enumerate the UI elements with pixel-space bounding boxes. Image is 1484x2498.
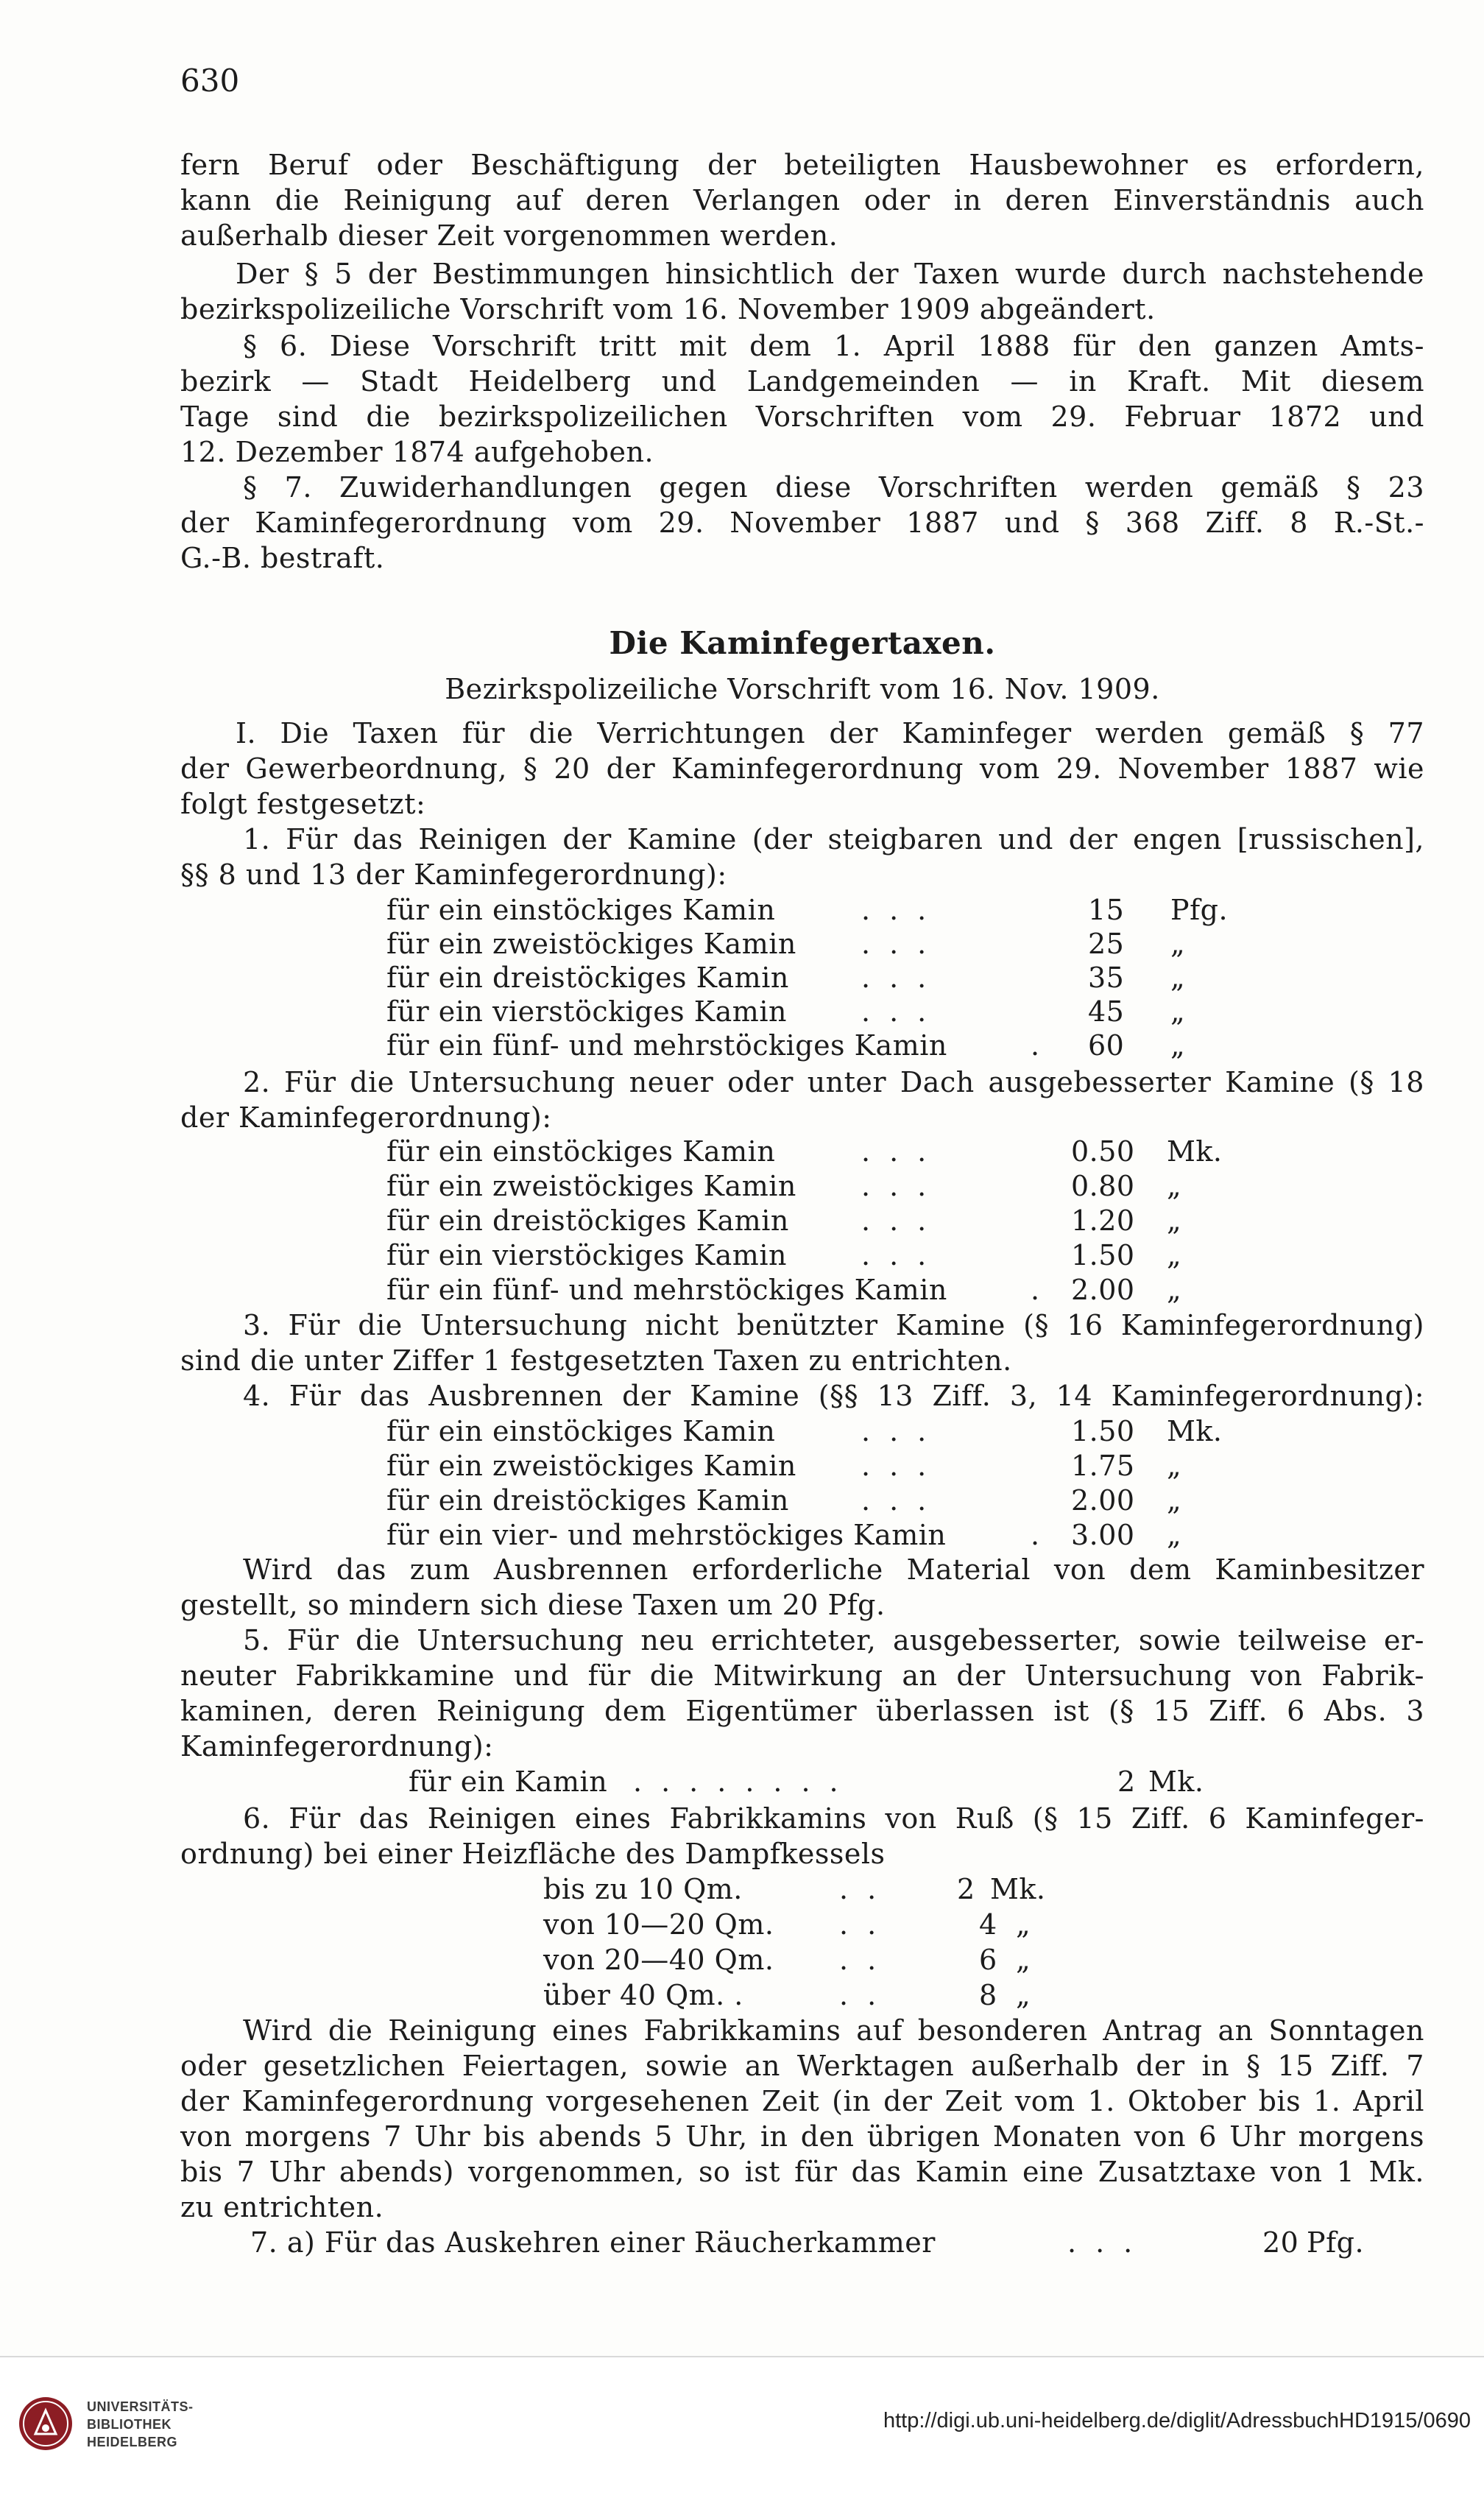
text-line: ordnung) bei einer Heizfläche des Dampfkessels: [180, 1838, 886, 1870]
text-line: kaminen, deren Reinigung dem Eigentümer überlassen ist (§ 15 Ziff. 6 Abs. 3: [180, 1695, 1424, 1727]
text-line: zu entrichten.: [180, 2191, 384, 2223]
text-line: außerhalb dieser Zeit vorgenommen werden.: [180, 219, 838, 252]
text-line: §§ 8 und 13 der Kaminfegerordnung):: [180, 858, 727, 891]
text-line: § 7. Zuwiderhandlungen gegen diese Vorschriften werden gemäß § 23: [243, 471, 1424, 504]
text-line: oder gesetzlichen Feiertagen, sowie an Werktagen außerhalb der in § 15 Ziff. 7: [180, 2050, 1424, 2082]
scanned-page: 630 fern Beruf oder Beschäftigung der beteiligten Hausbewohner es erfordern, kann die Reinigung auf deren Verlangen oder in deren Einverständnis auch außerhalb dieser Zeit vorgenommen werden. Der § 5 der Bestimmungen hinsichtlich der Taxen wurde durch nachstehende bezirkspolizeiliche Vorschrift vom 16. November 1909 abgeändert. § 6. Diese Vorschrift tritt mit dem 1. April 1888 für den ganzen Amts- bezirk — Stadt Heidelberg und Landgemeinden — in Kraft. Mit diesem Tage sind die bezirkspolizeilichen Vorschriften vom 29. Februar 1872 und 12. Dezember 1874 aufgehoben. § 7. Zuwiderhandlungen gegen diese Vorschriften werden gemäß § 23 der Kaminfegerordnung vom 29. November 1887 und § 368 Ziff. 8 R.-St.- G.-B. bestraft. Die Kaminfegertaxen. Bezirkspolizeiliche Vorschrift vom 16. Nov. 1909. I. Die Taxen für die Verrichtungen der Kaminfeger werden gemäß § 77 der Gewerbeordnung, § 20 der Kaminfegerordnung vom 29. November 1887 wie folgt festgesetzt: 1. Für das Reinigen der Kamine (der steigbaren und der engen [russischen], §§ 8 und 13 der Kaminfegerordnung): für ein einstöckiges Kamin ... 15 Pfg. für ein zweistöckiges Kamin ... 25 „ für ein dreistöckiges Kamin ... 35 „ für ein vierstöckiges Kamin ... 45 „ für ein fünf- und mehrstöckiges Kamin . 60 „ 2. Für die Untersuchung neuer oder unter Dach ausgebesserter Kamine (§ 18 der Kaminfegerordnung): für ein einstöckiges Kamin ... 0.50 Mk. für ein zweistöckiges Kamin ... 0.80 „ für ein dreistöckiges Kamin ... 1.20 „ für ein vierstöckiges Kamin ... 1.50 „ für ein fünf- und mehrstöckiges Kamin . 2.00 „ 3. Für die Untersuchung nicht benützter Kamine (§ 16 Kaminfegerordnung) sind die unter Ziffer 1 festgesetzten Taxen zu entrichten. 4. Für das Ausbrennen der Kamine (§§ 13 Ziff. 3, 14 Kaminfegerordnung): für ein einstöckiges Kamin ... 1.50 Mk. für ein zweistöckiges Kamin ... 1.75 „ für ein dreistöckiges Kamin ... 2.00 „ für ein vier- und mehrstöckiges Kamin . 3.00 „ Wird das zum Ausbrennen erforderliche Material von dem Kaminbesitzer gestellt, so mindern sich diese Taxen um 20 Pfg. 5. Für die Untersuchung neu errichteter, ausgebesserter, sowie teilweise er- neuter Fabrikkamine und für die Mitwirkung an der Untersuchung von Fabrik- kaminen, deren Reinigung dem Eigentümer überlassen ist (§ 15 Ziff. 6 Abs. 3 Kaminfegerordnung): für ein Kamin ........ 2 Mk. 6. Für das Reinigen eines Fabrikkamins von Ruß (§ 15 Ziff. 6 Kaminfeger- ordnung) bei einer Heizfläche des Dampfkessels bis zu 10 Qm. .. 2 Mk. von 10—20 Qm. .. 4 „ von 20—40 Qm. .. 6 „ über 40 Qm. . .. 8 „ Wird die Reinigung eines Fabrikkamins auf besonderen Antrag an Sonntagen oder gesetzlichen Feiertagen, sowie an Werktagen außerhalb der in § 15 Ziff. 7 der Kaminfegerordnung vorgesehenen Zeit (in der Zeit vom 1. Oktober bis 1. April von morgens 7 Uhr bis abends 5 Uhr, in den übrigen Monaten von 6 Uhr morgens bis 7 Uhr abends) vorgenommen, so ist für das Kamin eine Zusatztaxe von 1 Mk. zu entrichten. 7. a) Für das Auskehren einer Räucherkammer ... 20 Pfg. UNIVERSITÄTS- BIBLIOTHEK HEIDELBERG http://digi.ub.uni-heidelberg.de/diglit/AdressbuchHD1915/0690: [0, 0, 1484, 2498]
text-line: 2. Für die Untersuchung neuer oder unter Dach ausgebesserter Kamine (§ 18: [243, 1066, 1424, 1098]
text-line: bis 7 Uhr abends) vorgenommen, so ist für das Kamin eine Zusatztaxe von 1 Mk.: [180, 2156, 1424, 2188]
text-line: Wird die Reinigung eines Fabrikkamins auf besonderen Antrag an Sonntagen: [243, 2014, 1424, 2047]
section-subheading: Bezirkspolizeiliche Vorschrift vom 16. Nov. 1909.: [445, 673, 1160, 705]
page-number: 630: [180, 63, 240, 99]
text-line: bezirk — Stadt Heidelberg und Landgemeinden — in Kraft. Mit diesem: [180, 365, 1424, 398]
text-line: § 6. Diese Vorschrift tritt mit dem 1. April 1888 für den ganzen Amts-: [243, 330, 1424, 362]
text-line: 12. Dezember 1874 aufgehoben.: [180, 436, 654, 468]
text-line: sind die unter Ziffer 1 festgesetzten Taxen zu entrichten.: [180, 1344, 1012, 1377]
text-line: folgt festgesetzt:: [180, 788, 426, 820]
text-line: Wird das zum Ausbrennen erforderliche Material von dem Kaminbesitzer: [243, 1553, 1424, 1586]
text-line: 1. Für das Reinigen der Kamine (der steigbaren und der engen [russischen],: [243, 823, 1424, 855]
text-line: bezirkspolizeiliche Vorschrift vom 16. November 1909 abgeändert.: [180, 293, 1156, 325]
footer-bar: [0, 2357, 1484, 2498]
text-line: Tage sind die bezirkspolizeilichen Vorschriften vom 29. Februar 1872 und: [180, 401, 1424, 433]
text-line: fern Beruf oder Beschäftigung der beteiligten Hausbewohner es erfordern,: [180, 149, 1424, 181]
text-line: Kaminfegerordnung):: [180, 1730, 494, 1763]
text-line: I. Die Taxen für die Verrichtungen der Kaminfeger werden gemäß § 77: [236, 717, 1424, 749]
text-line: 4. Für das Ausbrennen der Kamine (§§ 13 Ziff. 3, 14 Kaminfegerordnung):: [243, 1380, 1424, 1412]
text-line: kann die Reinigung auf deren Verlangen oder in deren Einverständnis auch: [180, 184, 1424, 216]
text-line: Der § 5 der Bestimmungen hinsichtlich der Taxen wurde durch nachstehende: [236, 258, 1424, 290]
text-line: der Kaminfegerordnung):: [180, 1101, 552, 1134]
section-heading: Die Kaminfegertaxen.: [609, 625, 996, 661]
text-line: neuter Fabrikkamine und für die Mitwirkung an der Untersuchung von Fabrik-: [180, 1659, 1424, 1692]
text-line: 3. Für die Untersuchung nicht benützter Kamine (§ 16 Kaminfegerordnung): [243, 1309, 1424, 1341]
library-name: UNIVERSITÄTS- BIBLIOTHEK HEIDELBERG: [87, 2399, 194, 2449]
text-line: der Gewerbeordnung, § 20 der Kaminfegerordnung vom 29. November 1887 wie: [180, 752, 1424, 785]
text-line: 5. Für die Untersuchung neu errichteter, ausgebesserter, sowie teilweise er-: [243, 1624, 1424, 1656]
text-line: gestellt, so mindern sich diese Taxen um 20 Pfg.: [180, 1589, 886, 1621]
text-line: 6. Für das Reinigen eines Fabrikkamins von Ruß (§ 15 Ziff. 6 Kaminfeger-: [243, 1802, 1424, 1835]
text-line: G.-B. bestraft.: [180, 542, 385, 574]
text-line: von morgens 7 Uhr bis abends 5 Uhr, in den übrigen Monaten von 6 Uhr morgens: [180, 2120, 1424, 2153]
text-line: der Kaminfegerordnung vorgesehenen Zeit (in der Zeit vom 1. Oktober bis 1. April: [180, 2085, 1424, 2117]
university-seal-icon: [16, 2394, 75, 2453]
source-url-link[interactable]: http://digi.ub.uni-heidelberg.de/diglit/AdressbuchHD1915/0690: [883, 2409, 1471, 2432]
text-line: der Kaminfegerordnung vom 29. November 1887 und § 368 Ziff. 8 R.-St.-: [180, 507, 1424, 539]
